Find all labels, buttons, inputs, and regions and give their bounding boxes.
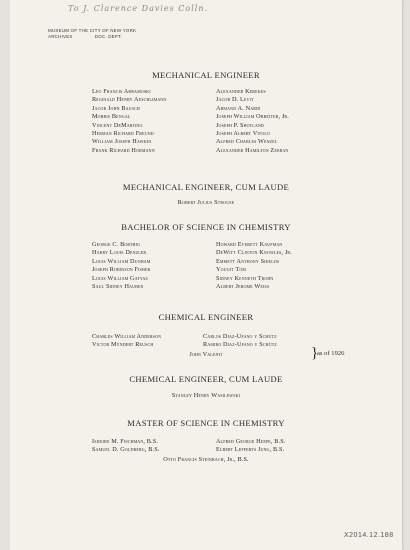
handwritten-note: To J. Clarence Davies Colln. xyxy=(68,4,209,13)
name-entry: Saul Sidney Hauben xyxy=(92,283,144,291)
name-entry: Stanley Henry Wasilewski xyxy=(171,392,241,399)
name-entry: Joseph P. Shotland xyxy=(216,121,264,129)
name-entry: Albert Jerome Weiss xyxy=(216,283,270,291)
name-entry: Herman Richard Freund xyxy=(92,130,154,138)
name-entry: Frank Richard Hormann xyxy=(92,146,155,154)
name-entry: William Joseph Hawkes xyxy=(92,138,152,146)
name-entry: Carlos Diaz-Ufano y Schütz xyxy=(203,333,277,340)
bs-chem-right-column xyxy=(216,241,292,291)
section-title-bs-chemistry: BACHELOR OF SCIENCE IN CHEMISTRY xyxy=(121,222,291,232)
name-entry: Jacob John Bausch xyxy=(92,104,140,112)
name-entry: Morris Bengal xyxy=(92,113,131,121)
name-entry: Isidore M. Fischman, B.S. xyxy=(92,438,159,445)
name-entry: DeWitt Clinton Knowles, Jr. xyxy=(216,249,292,257)
stamp-line-2-right: DOC. DEPT. xyxy=(94,34,122,39)
section-title-mechanical-engineer: MECHANICAL ENGINEER xyxy=(152,70,260,80)
section-title-ms-chemistry: MASTER OF SCIENCE IN CHEMISTRY xyxy=(127,418,285,428)
archive-stamp xyxy=(48,28,136,40)
name-entry: Alexander Kerekes xyxy=(216,88,266,95)
name-entry: Victor Myndert Reusch xyxy=(92,341,154,349)
name-entry: Ramiro Diaz-Ufano y Schütz xyxy=(203,341,277,349)
name-entry: Charles William Anderson xyxy=(92,333,162,340)
mech-left-column xyxy=(92,88,166,155)
brace-mark: } xyxy=(311,345,319,361)
section-title-mechanical-cum-laude: MECHANICAL ENGINEER, CUM LAUDE xyxy=(122,182,290,192)
mech-right-column xyxy=(216,88,289,155)
name-entry: Elbert Lefferts Jung, B.S. xyxy=(216,446,285,454)
name-entry: Emmett Anthony Shields xyxy=(216,257,280,265)
name-entry: Louis William Gatyas xyxy=(92,274,148,282)
name-entry: Leo Francis Abramoski xyxy=(92,88,151,95)
name-entry: Harry Louis Denzler xyxy=(92,249,147,257)
ms-chem-left-column xyxy=(92,438,159,455)
stamp-line-2-left: ARCHIVES xyxy=(48,34,73,39)
name-entry: Alfred George Heepe, B.S. xyxy=(216,438,286,445)
name-entry: Sidney Kenneth Trohn xyxy=(216,274,274,282)
name-entry: Joseph Albert Vitolo xyxy=(216,130,271,138)
bs-chem-left-column xyxy=(92,241,151,291)
name-entry: Alfred Charles Wenzel xyxy=(216,138,278,146)
name-entry: Joseph Robinson Fisher xyxy=(92,266,151,274)
name-entry: Alexander Hamilton Zeeban xyxy=(216,146,289,154)
section-title-chemical-engineer: CHEMICAL ENGINEER xyxy=(158,312,254,322)
name-entry: Yougit Tom xyxy=(216,266,247,274)
name-entry: Howard Everett Kaufman xyxy=(216,241,283,248)
chem-eng-left-column xyxy=(92,333,161,350)
section-title-chemical-cum-laude: CHEMICAL ENGINEER, CUM LAUDE xyxy=(129,374,283,384)
name-entry: John Valenti xyxy=(189,351,223,358)
name-entry: Vincent DeMartino xyxy=(92,121,143,129)
name-entry: Robert Julius Strouse xyxy=(177,199,235,206)
name-entry: Joseph William Obreiter, Jr. xyxy=(216,113,289,121)
name-entry: Armand A. Nardi xyxy=(216,104,261,112)
name-entry: Reginald Henry Aeschlimann xyxy=(92,96,167,104)
name-entry: Samuel D. Goldberg, B.S. xyxy=(92,446,160,454)
chem-eng-right-column xyxy=(203,333,277,350)
ms-chem-right-column xyxy=(216,438,286,455)
name-entry: Jacob D. Levit xyxy=(216,96,254,104)
accession-number: X2014.12.188 xyxy=(344,532,394,539)
name-entry: Louis William Dunham xyxy=(92,257,151,265)
name-entry: Otto Francis Steinbach, Jr., B.S. xyxy=(163,456,249,463)
program-page xyxy=(10,0,402,550)
name-entry: George C. Borthig xyxy=(92,241,141,248)
as-of-note: as of 1926 xyxy=(317,350,345,357)
stamp-line-1: MUSEUM OF THE CITY OF NEW YORK xyxy=(48,28,137,33)
